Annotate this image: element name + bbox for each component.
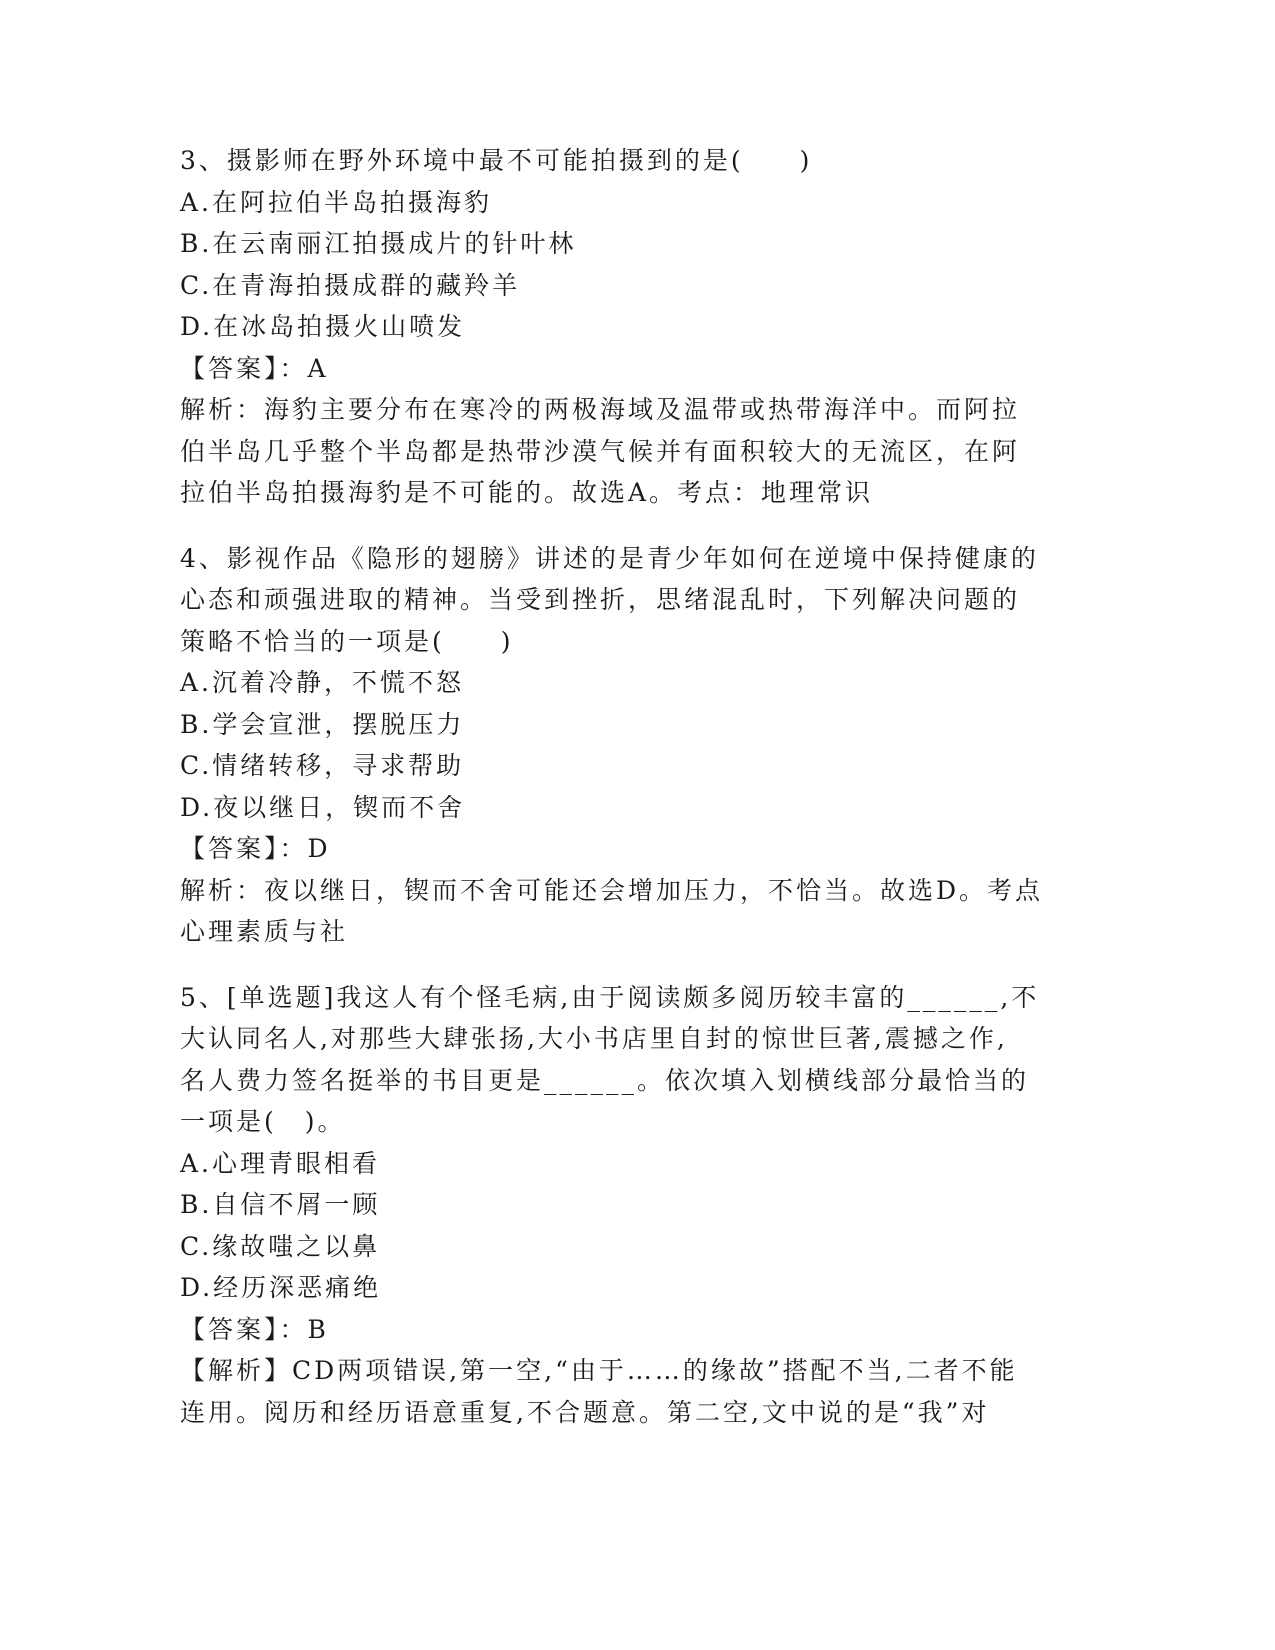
option-c: C.在青海拍摄成群的藏羚羊 <box>180 270 521 300</box>
question-stem-line: 4、影视作品《隐形的翅膀》讲述的是青少年如何在逆境中保持健康的 <box>180 543 1039 573</box>
option-a: A.在阿拉伯半岛拍摄海豹 <box>180 187 493 217</box>
question-3 <box>180 140 1040 514</box>
option-b: B.自信不屑一顾 <box>180 1190 381 1219</box>
option-b: B.学会宣泄，摆脱压力 <box>180 709 465 739</box>
option-c: C.缘故嗤之以鼻 <box>180 1231 381 1261</box>
question-stem-line: 名人费力签名挺举的书目更是______。依次填入划横线部分最恰当的 <box>180 1065 1030 1095</box>
option-d: D.夜以继日，锲而不舍 <box>180 792 466 822</box>
explanation-line: 解析：夜以继日，锲而不舍可能还会增加压力，不恰当。故选D。考点 <box>180 875 1044 905</box>
explanation-line: 拉伯半岛拍摄海豹是不可能的。故选A。考点：地理常识 <box>180 478 874 507</box>
question-stem-line: 一项是( )。 <box>180 1107 346 1136</box>
answer-line: 【答案】：B <box>180 1314 329 1344</box>
explanation-line: 【解析】CD两项错误,第一空,“由于……的缘故”搭配不当,二者不能 <box>180 1356 1018 1385</box>
question-stem-line: 策略不恰当的一项是( ) <box>180 626 514 656</box>
option-d: D.经历深恶痛绝 <box>180 1273 382 1302</box>
option-a: A.沉着冷静，不慌不怒 <box>180 668 465 697</box>
question-5 <box>180 977 1040 1434</box>
explanation-line: 解析：海豹主要分布在寒冷的两极海域及温带或热带海洋中。而阿拉 <box>180 395 1021 424</box>
option-c: C.情绪转移，寻求帮助 <box>180 751 465 780</box>
answer-line: 【答案】：D <box>180 834 331 863</box>
question-4 <box>180 538 1044 953</box>
option-b: B.在云南丽江拍摄成片的针叶林 <box>180 229 577 258</box>
explanation-line: 心理素质与社 <box>180 917 349 946</box>
question-stem: 3、摄影师在野外环境中最不可能拍摄到的是( ) <box>180 146 813 175</box>
question-stem-line: 5、[单选题]我这人有个怪毛病,由于阅读颇多阅历较丰富的______,不 <box>180 982 1040 1012</box>
question-stem-line: 心态和顽强进取的精神。当受到挫折，思绪混乱时，下列解决问题的 <box>180 585 1021 614</box>
document-page <box>180 140 1044 1457</box>
option-d: D.在冰岛拍摄火山喷发 <box>180 312 466 341</box>
question-stem-line: 大认同名人,对那些大肆张扬,大小书店里自封的惊世巨著,震撼之作, <box>180 1024 1008 1053</box>
explanation-line: 连用。阅历和经历语意重复,不合题意。第二空,文中说的是“我”对 <box>180 1397 990 1427</box>
explanation-line: 伯半岛几乎整个半岛都是热带沙漠气候并有面积较大的无流区，在阿 <box>180 436 1021 466</box>
option-a: A.心理青眼相看 <box>180 1148 381 1178</box>
answer-line: 【答案】：A <box>180 353 329 383</box>
